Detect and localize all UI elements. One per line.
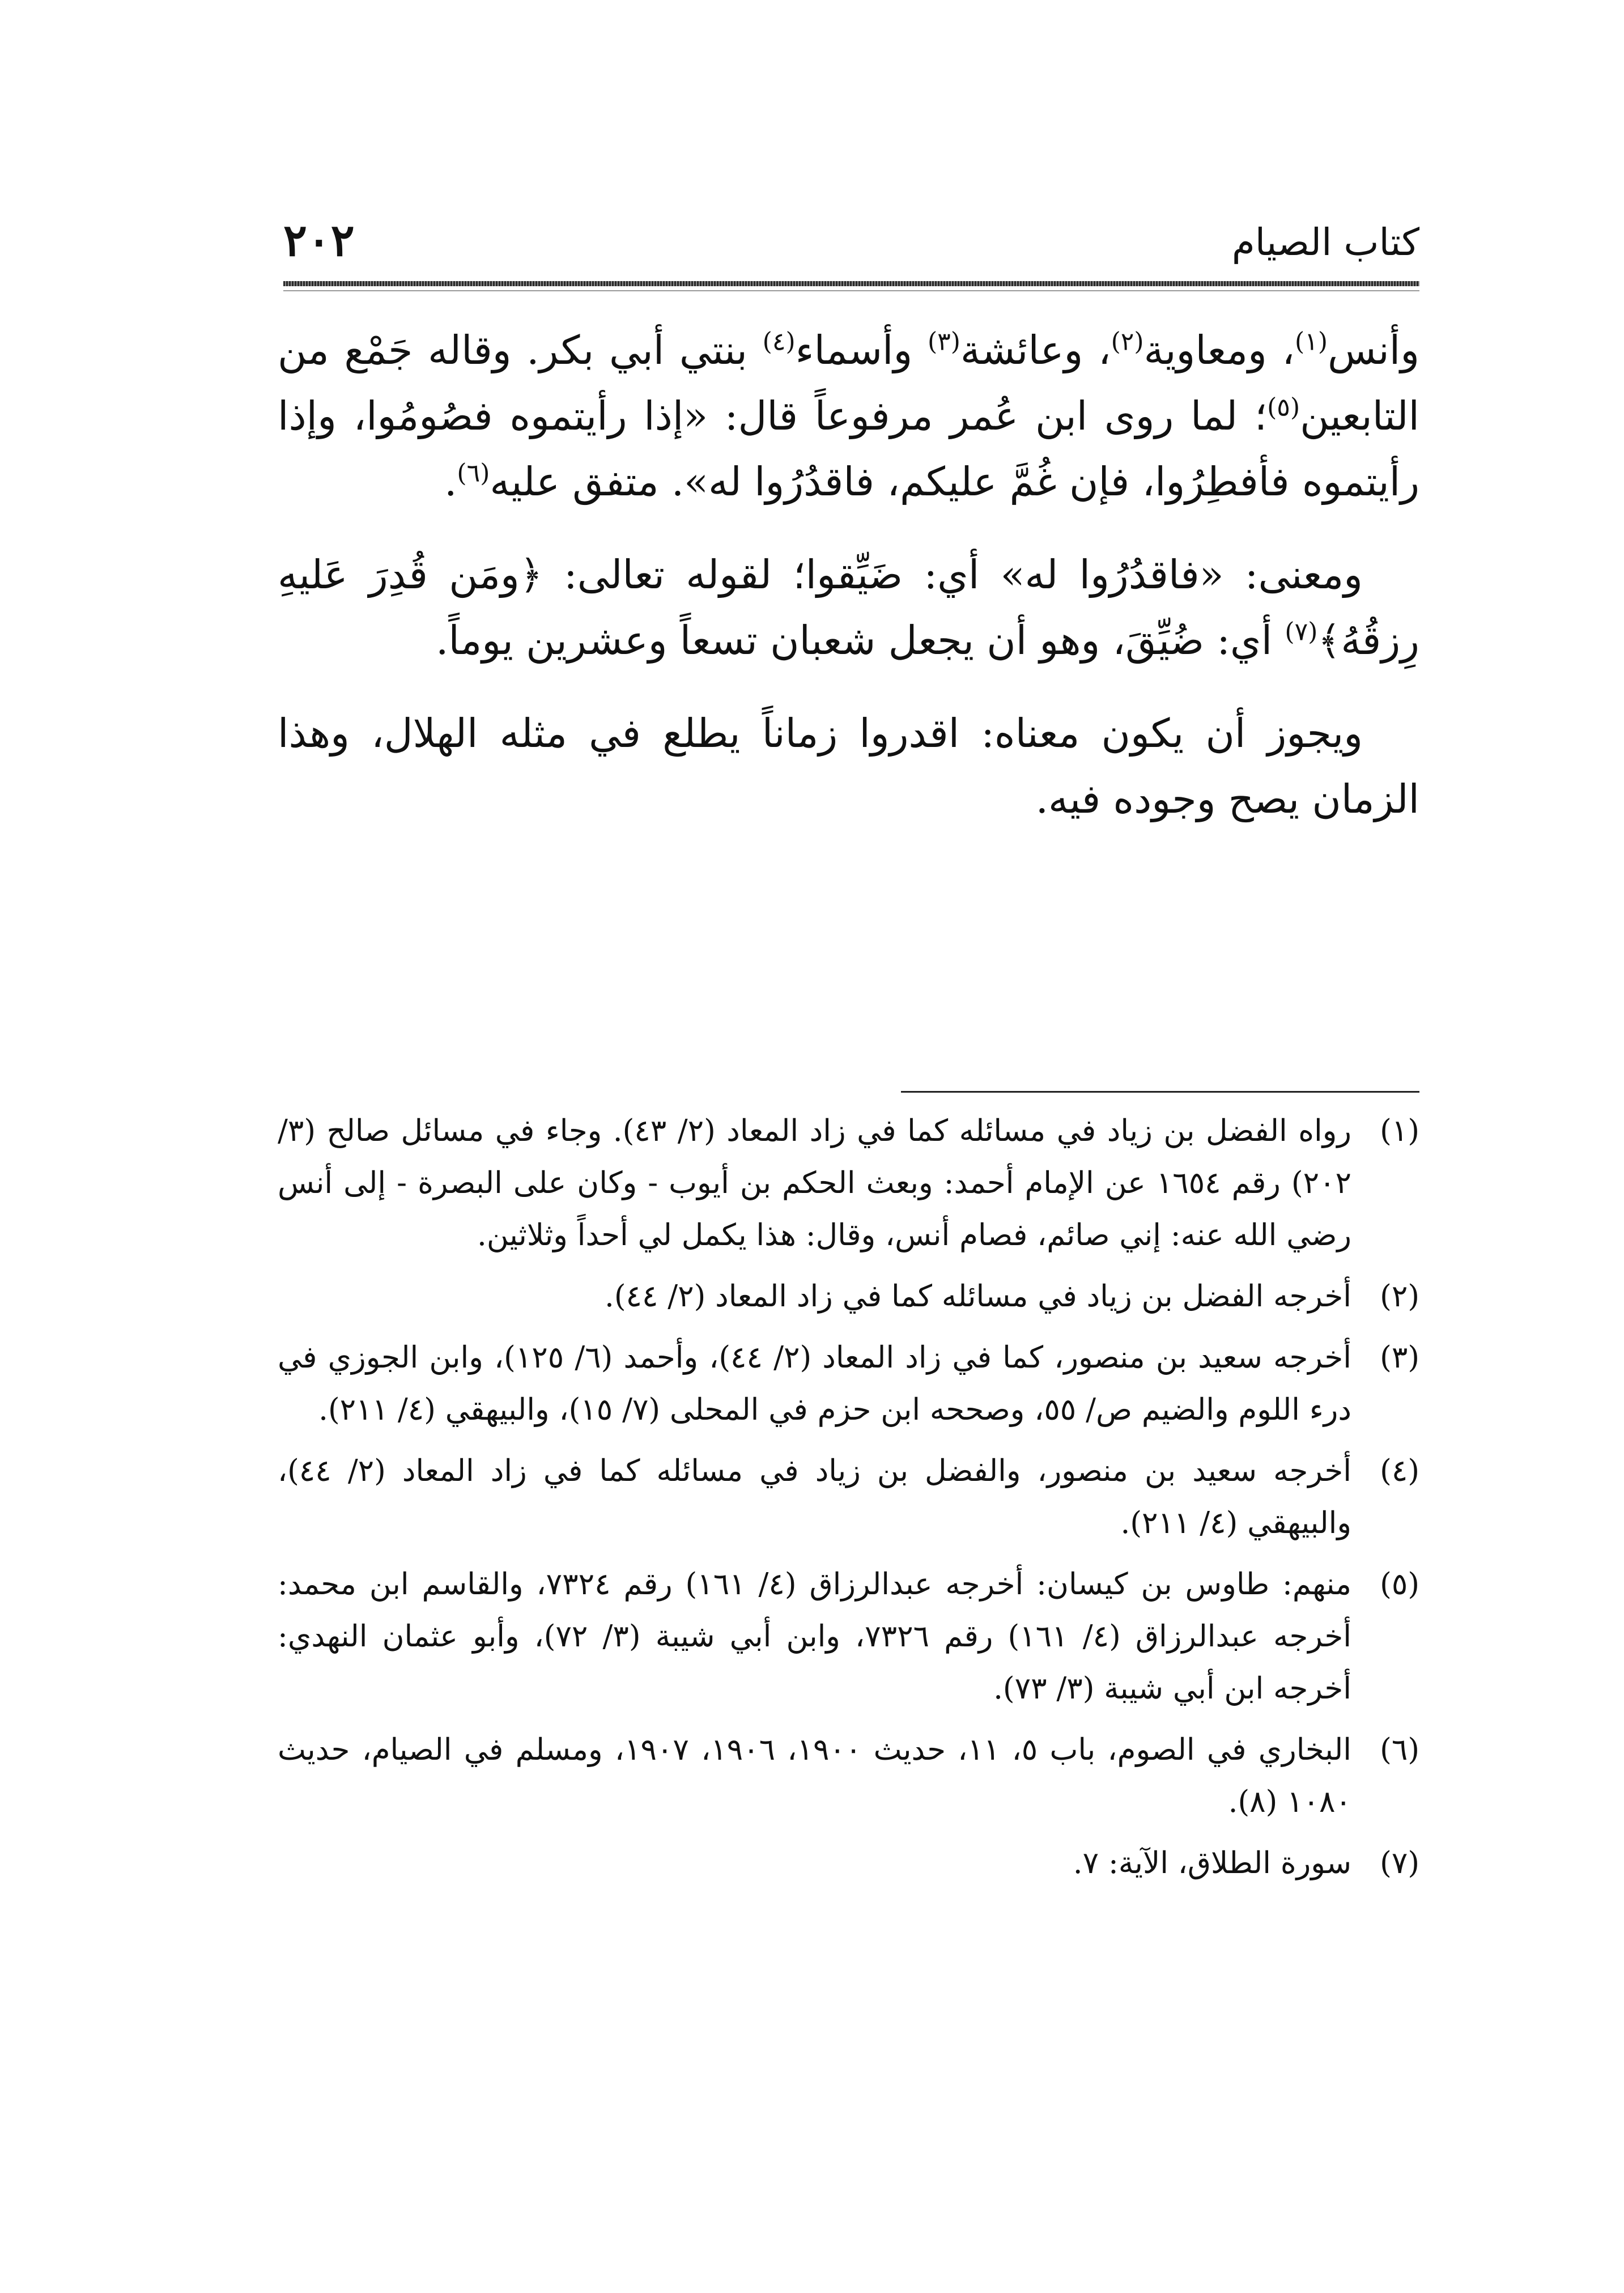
running-title: كتاب الصيام xyxy=(1231,220,1419,264)
footnote-number: (٥) xyxy=(1380,1567,1419,1602)
footnote-4 xyxy=(278,1445,1419,1549)
footnote-number: (٢) xyxy=(1380,1279,1419,1314)
footnote-7 xyxy=(278,1837,1419,1889)
footnote-reference: (١) xyxy=(1295,327,1328,356)
text-run: ، ومعاوية xyxy=(1143,327,1295,373)
main-text xyxy=(278,317,1419,859)
footnote-text: البخاري في الصوم، باب ٥، ١١، حديث ١٩٠٠، ١٩٠٦، ١٩٠٧، ومسلم في الصيام، حديث ١٠٨٠ (٨). xyxy=(278,1733,1351,1819)
page-number: ٢٠٢ xyxy=(283,215,355,266)
footnote-text: أخرجه سعيد بن منصور، كما في زاد المعاد (٢/ ٤٤)، وأحمد (٦/ ١٢٥)، وابن الجوزي في درء اللوم والضيم ص/ ٥٥، وصححه ابن حزم في المحلى (٧/ ١٥)، والبيهقي (٤/ ٢١١). xyxy=(278,1340,1351,1427)
text-run: بنتي أبي بكر. وقاله جَمْع من التابعين xyxy=(278,327,1419,439)
page-header xyxy=(283,214,1419,277)
footnote-reference: (٦) xyxy=(457,458,490,488)
footnote-reference: (٧) xyxy=(1285,617,1318,647)
text-run: . xyxy=(444,458,457,505)
footnote-2 xyxy=(278,1271,1419,1323)
footnote-3 xyxy=(278,1332,1419,1436)
text-run: أي: ضُيِّقَ، وهو أن يجعل شعبان تسعاً وعشرين يوماً. xyxy=(436,617,1285,664)
text-run: ، وعائشة xyxy=(960,327,1111,373)
footnote-text: منهم: طاوس بن كيسان: أخرجه عبدالرزاق (٤/ ١٦١) رقم ٧٣٢٤، والقاسم ابن محمد: أخرجه عبدالرزاق (٤/ ١٦١) رقم ٧٣٢٦، وابن أبي شيبة (٣/ ٧٢)، وأبو عثمان النهدي: أخرجه ابن أبي شيبة (٣/ ٧٣). xyxy=(278,1567,1351,1706)
paragraph-2 xyxy=(278,542,1419,673)
text-run: وأسماء xyxy=(795,327,928,373)
header-rule xyxy=(283,281,1419,286)
footnote-5 xyxy=(278,1559,1419,1715)
footnote-6 xyxy=(278,1724,1419,1828)
footnote-text: رواه الفضل بن زياد في مسائله كما في زاد المعاد (٢/ ٤٣). وجاء في مسائل صالح (٣/ ٢٠٢) رقم ١٦٥٤ عن الإمام أحمد: وبعث الحكم بن أيوب - وكان على البصرة - إلى أنس رضي الله عنه: إني صائم، فصام أنس، وقال: هذا يكمل لي أحداً وثلاثين. xyxy=(278,1114,1351,1252)
text-run: ؛ لما روى ابن عُمر مرفوعاً قال: «إذا رأيتموه فصُومُوا، وإذا رأيتموه فأفطِرُوا، فإن غُمَّ عليكم، فاقدُرُوا له». متفق عليه xyxy=(278,393,1419,505)
header-rule-thin xyxy=(283,290,1419,291)
text-run: ومعنى: «فاقدُرُوا له» أي: ضَيِّقوا؛ لقوله تعالى: ﴿ومَن قُدِرَ عَليهِ رِزقُهُ﴾ xyxy=(278,551,1419,664)
footnote-reference: (٣) xyxy=(927,327,960,356)
footnote-reference: (٥) xyxy=(1267,393,1300,422)
footnote-separator xyxy=(901,1091,1419,1093)
footnote-text: أخرجه الفضل بن زياد في مسائله كما في زاد المعاد (٢/ ٤٤). xyxy=(604,1279,1351,1314)
paragraph-1 xyxy=(278,317,1419,515)
footnotes xyxy=(278,1105,1419,1899)
footnote-text: أخرجه سعيد بن منصور، والفضل بن زياد في مسائله كما في زاد المعاد (٢/ ٤٤)، والبيهقي (٤/ ٢١١). xyxy=(278,1454,1351,1540)
footnote-number: (٧) xyxy=(1380,1846,1419,1880)
footnote-number: (٦) xyxy=(1380,1733,1419,1767)
footnote-reference: (٤) xyxy=(762,327,796,356)
footnote-number: (٤) xyxy=(1380,1454,1419,1488)
paragraph-3: ويجوز أن يكون معناه: اقدروا زماناً يطلع في مثله الهلال، وهذا الزمان يصح وجوده فيه. xyxy=(278,710,1419,822)
footnote-number: (٣) xyxy=(1380,1340,1419,1375)
footnote-reference: (٢) xyxy=(1111,327,1144,356)
footnote-text: سورة الطلاق، الآية: ٧. xyxy=(1073,1846,1351,1880)
footnote-number: (١) xyxy=(1380,1114,1419,1148)
footnote-1 xyxy=(278,1105,1419,1262)
text-run: وأنس xyxy=(1328,327,1419,373)
